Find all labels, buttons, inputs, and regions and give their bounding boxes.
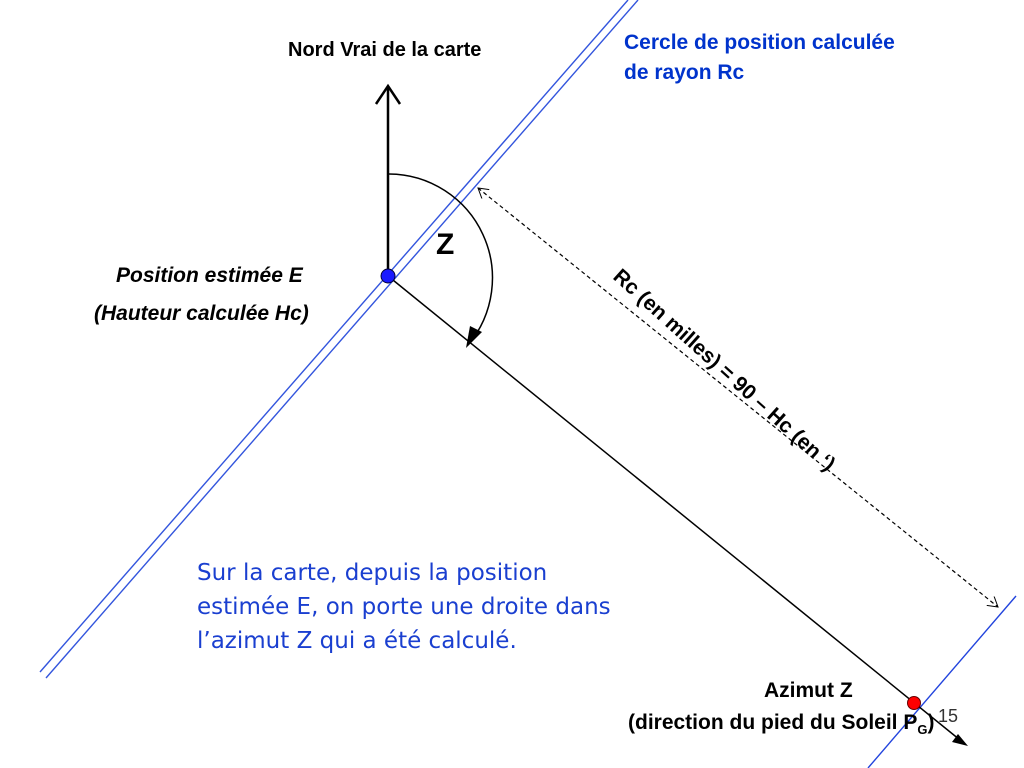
page-number: 15 — [938, 706, 959, 726]
radius-label: Rc (en milles) = 90 – Hc (en ‘) — [608, 264, 840, 476]
circle-label-line1: Cercle de position calculée — [624, 31, 895, 54]
azimuth-label-line2 — [628, 711, 934, 737]
angle-label: Z — [436, 228, 455, 261]
sun-foot-point — [908, 697, 921, 710]
position-label-line1: Position estimée E — [116, 264, 303, 287]
note-line1: Sur la carte, depuis la position — [197, 560, 548, 586]
north-arrow — [376, 86, 400, 276]
azimuth-label-close: ) — [927, 711, 935, 734]
estimated-position-point — [381, 269, 395, 283]
note-line2: estimée E, on porte une droite dans — [197, 594, 611, 620]
north-label: Nord Vrai de la carte — [288, 39, 482, 61]
note-text — [197, 556, 697, 658]
azimuth-label-text: (direction du pied du Soleil P — [628, 711, 918, 734]
circle-label-line2: de rayon Rc — [624, 61, 745, 84]
azimuth-label-subscript: G — [917, 722, 928, 738]
azimuth-label-line1: Azimut Z — [764, 679, 853, 702]
azimuth-line — [388, 276, 968, 746]
position-label-line2: (Hauteur calculée Hc) — [94, 302, 309, 325]
note-line3: l’azimut Z qui a été calculé. — [197, 628, 517, 654]
line-of-position — [868, 596, 1016, 768]
